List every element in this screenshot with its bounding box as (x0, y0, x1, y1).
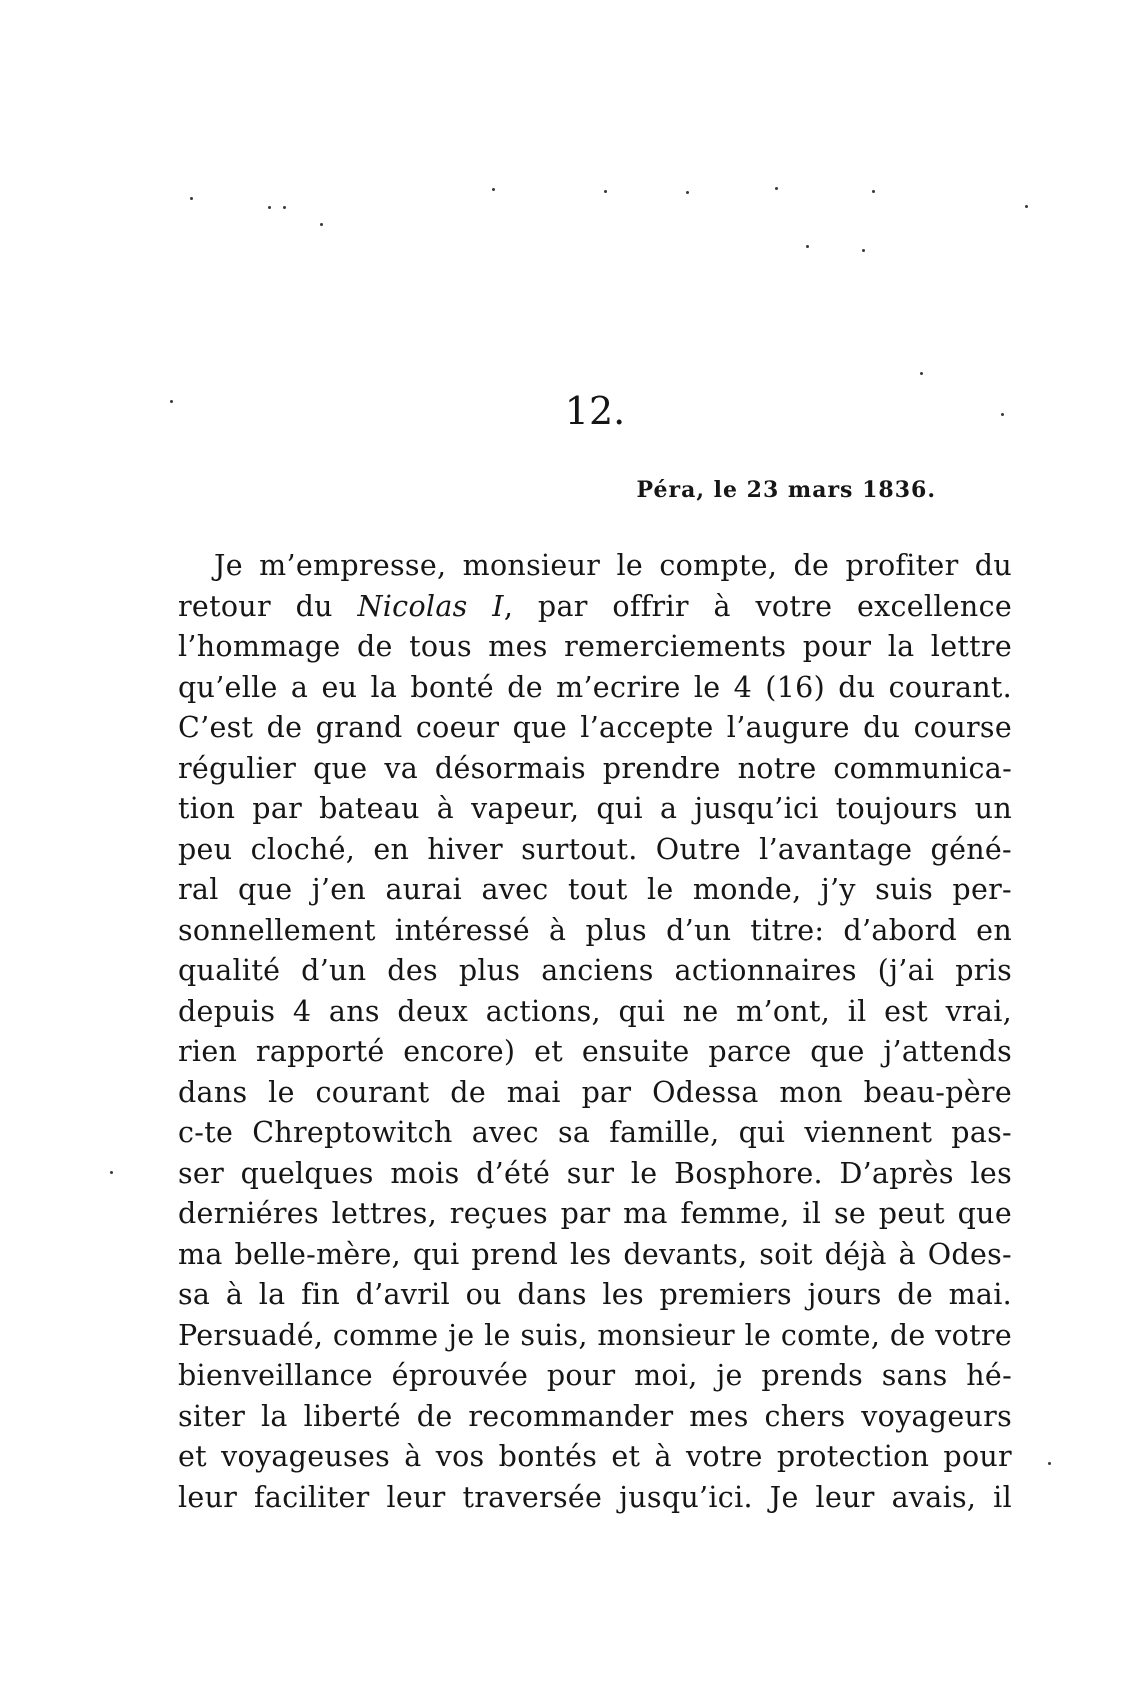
text-line: sa à la fin d’avril ou dans les premiers jours de mai. (178, 1278, 1012, 1311)
text-line: et voyageuses à vos bontés et à votre protection pour (178, 1440, 1012, 1473)
text-line: qu’elle a eu la bonté de m’ecrire le 4 (16) du courant. (178, 670, 1012, 704)
text-line (178, 587, 1012, 628)
text-line: Je m’empresse, monsieur le compte, de profiter du (214, 549, 1012, 582)
text-line: peu cloché, en hiver surtout. Outre l’avantage géné- (178, 832, 1012, 866)
text-line: tion par bateau à vapeur, qui a jusqu’ici toujours un (178, 792, 1012, 825)
text-line: depuis 4 ans deux actions, qui ne m’ont, il est vrai, (178, 994, 1012, 1028)
scan-speck (604, 190, 607, 193)
letter-number: 12. (564, 389, 626, 433)
scan-speck (170, 400, 173, 403)
text-line: ral que j’en aurai avec tout le monde, j’y suis per- (178, 873, 1012, 906)
scan-speck (110, 1171, 113, 1174)
scan-speck (775, 187, 778, 190)
text-line: dans le courant de mai par Odessa mon beau-père (178, 1075, 1012, 1109)
scan-speck (492, 188, 495, 191)
scan-speck (920, 372, 923, 375)
scan-speck (320, 223, 323, 226)
text-line: bienveillance éprouvée pour moi, je prends sans hé- (178, 1359, 1012, 1392)
text-line: régulier que va désormais prendre notre communica- (178, 751, 1012, 785)
text-line: Persuadé, comme je le suis, monsieur le comte, de votre (178, 1318, 1012, 1352)
scan-speck (1048, 1462, 1051, 1465)
text-line: ser quelques mois d’été sur le Bosphore. D’après les (178, 1156, 1012, 1190)
text-line: derniéres lettres, reçues par ma femme, il se peut que (178, 1197, 1012, 1230)
dateline: Péra, le 23 mars 1836. (636, 477, 936, 503)
text-fragment: , par offrir à votre excellence (503, 589, 1012, 623)
text-line: C’est de grand coeur que l’accepte l’augure du course (178, 711, 1012, 744)
scan-speck (806, 245, 809, 248)
scan-speck (862, 249, 865, 252)
scan-speck (283, 206, 286, 209)
text-line: ma belle-mère, qui prend les devants, soit déjà à Odes- (178, 1237, 1012, 1271)
text-line: rien rapporté encore) et ensuite parce que j’attends (178, 1035, 1012, 1068)
text-line: leur faciliter leur traversée jusqu’ici. Je leur avais, il (178, 1480, 1012, 1514)
scan-speck (268, 206, 271, 209)
letter-body (178, 546, 1012, 1518)
scan-speck (1001, 413, 1004, 416)
scan-speck (686, 191, 689, 194)
scan-speck (190, 197, 193, 200)
text-fragment: retour du (178, 589, 358, 623)
scan-speck (872, 190, 875, 193)
ship-name: Nicolas I (357, 589, 504, 623)
text-line: siter la liberté de recommander mes chers voyageurs (178, 1399, 1012, 1433)
text-line: sonnellement intéressé à plus d’un titre: d’abord en (178, 913, 1012, 947)
text-line: c-te Chreptowitch avec sa famille, qui viennent pas- (178, 1116, 1012, 1149)
text-line: qualité d’un des plus anciens actionnaires (j’ai pris (178, 954, 1012, 987)
text-line: l’hommage de tous mes remerciements pour la lettre (178, 630, 1012, 663)
scan-speck (1025, 205, 1028, 208)
